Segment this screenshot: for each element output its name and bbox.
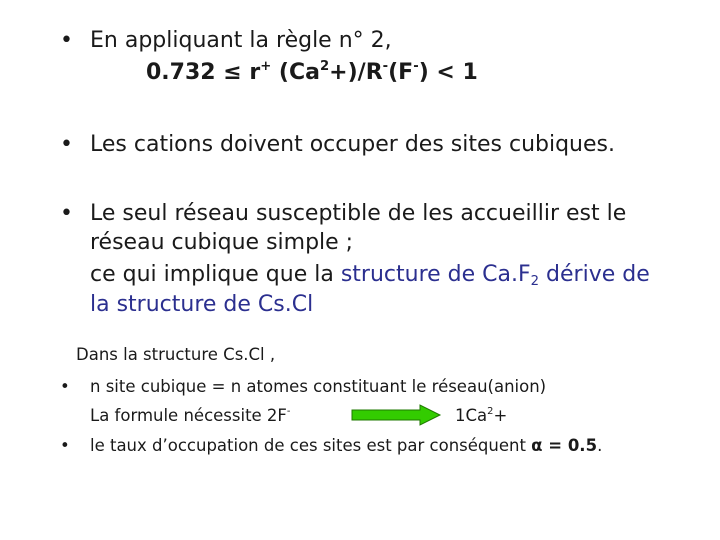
- bullet-1: •: [60, 28, 73, 53]
- cscl-heading: Dans la structure Cs.Cl ,: [76, 345, 276, 364]
- bullet-3: •: [60, 201, 73, 226]
- bullet-2: •: [60, 132, 73, 157]
- network-line-2: réseau cubique simple ;: [90, 230, 354, 255]
- radius-ratio-formula: 0.732 ≤ r+ $(Ca^2+)/R^-(F^-) < 1$: [146, 58, 478, 85]
- network-line-1: Le seul réseau susceptible de les accueillir est le: [90, 201, 627, 226]
- occupation-rate-line: le taux d’occupation de ces sites est par conséquent α = 0.5.: [90, 436, 603, 455]
- network-line-3: ce qui implique que la structure de $Ca.F_2$ dérive de: [90, 262, 650, 289]
- ca-ion-text: $1Ca^2+$: [455, 406, 508, 425]
- network-line-4: la structure de Cs.Cl: [90, 292, 314, 317]
- rule-line: En appliquant la règle n° 2,: [90, 28, 392, 53]
- structure-caf2-text: structure de $Ca.F_2$ dérive de: [340, 262, 650, 289]
- arrow-right-icon: [350, 404, 442, 426]
- bullet-4: •: [60, 377, 70, 396]
- bullet-5: •: [60, 436, 70, 455]
- cations-sites-line: Les cations doivent occuper des sites cubiques.: [90, 132, 615, 157]
- formula-requirement-text: La formule nécessite 2F-: [90, 406, 291, 425]
- site-atom-line: n site cubique = n atomes constituant le réseau(anion): [90, 377, 547, 396]
- alpha-value: α = 0.5: [531, 436, 598, 455]
